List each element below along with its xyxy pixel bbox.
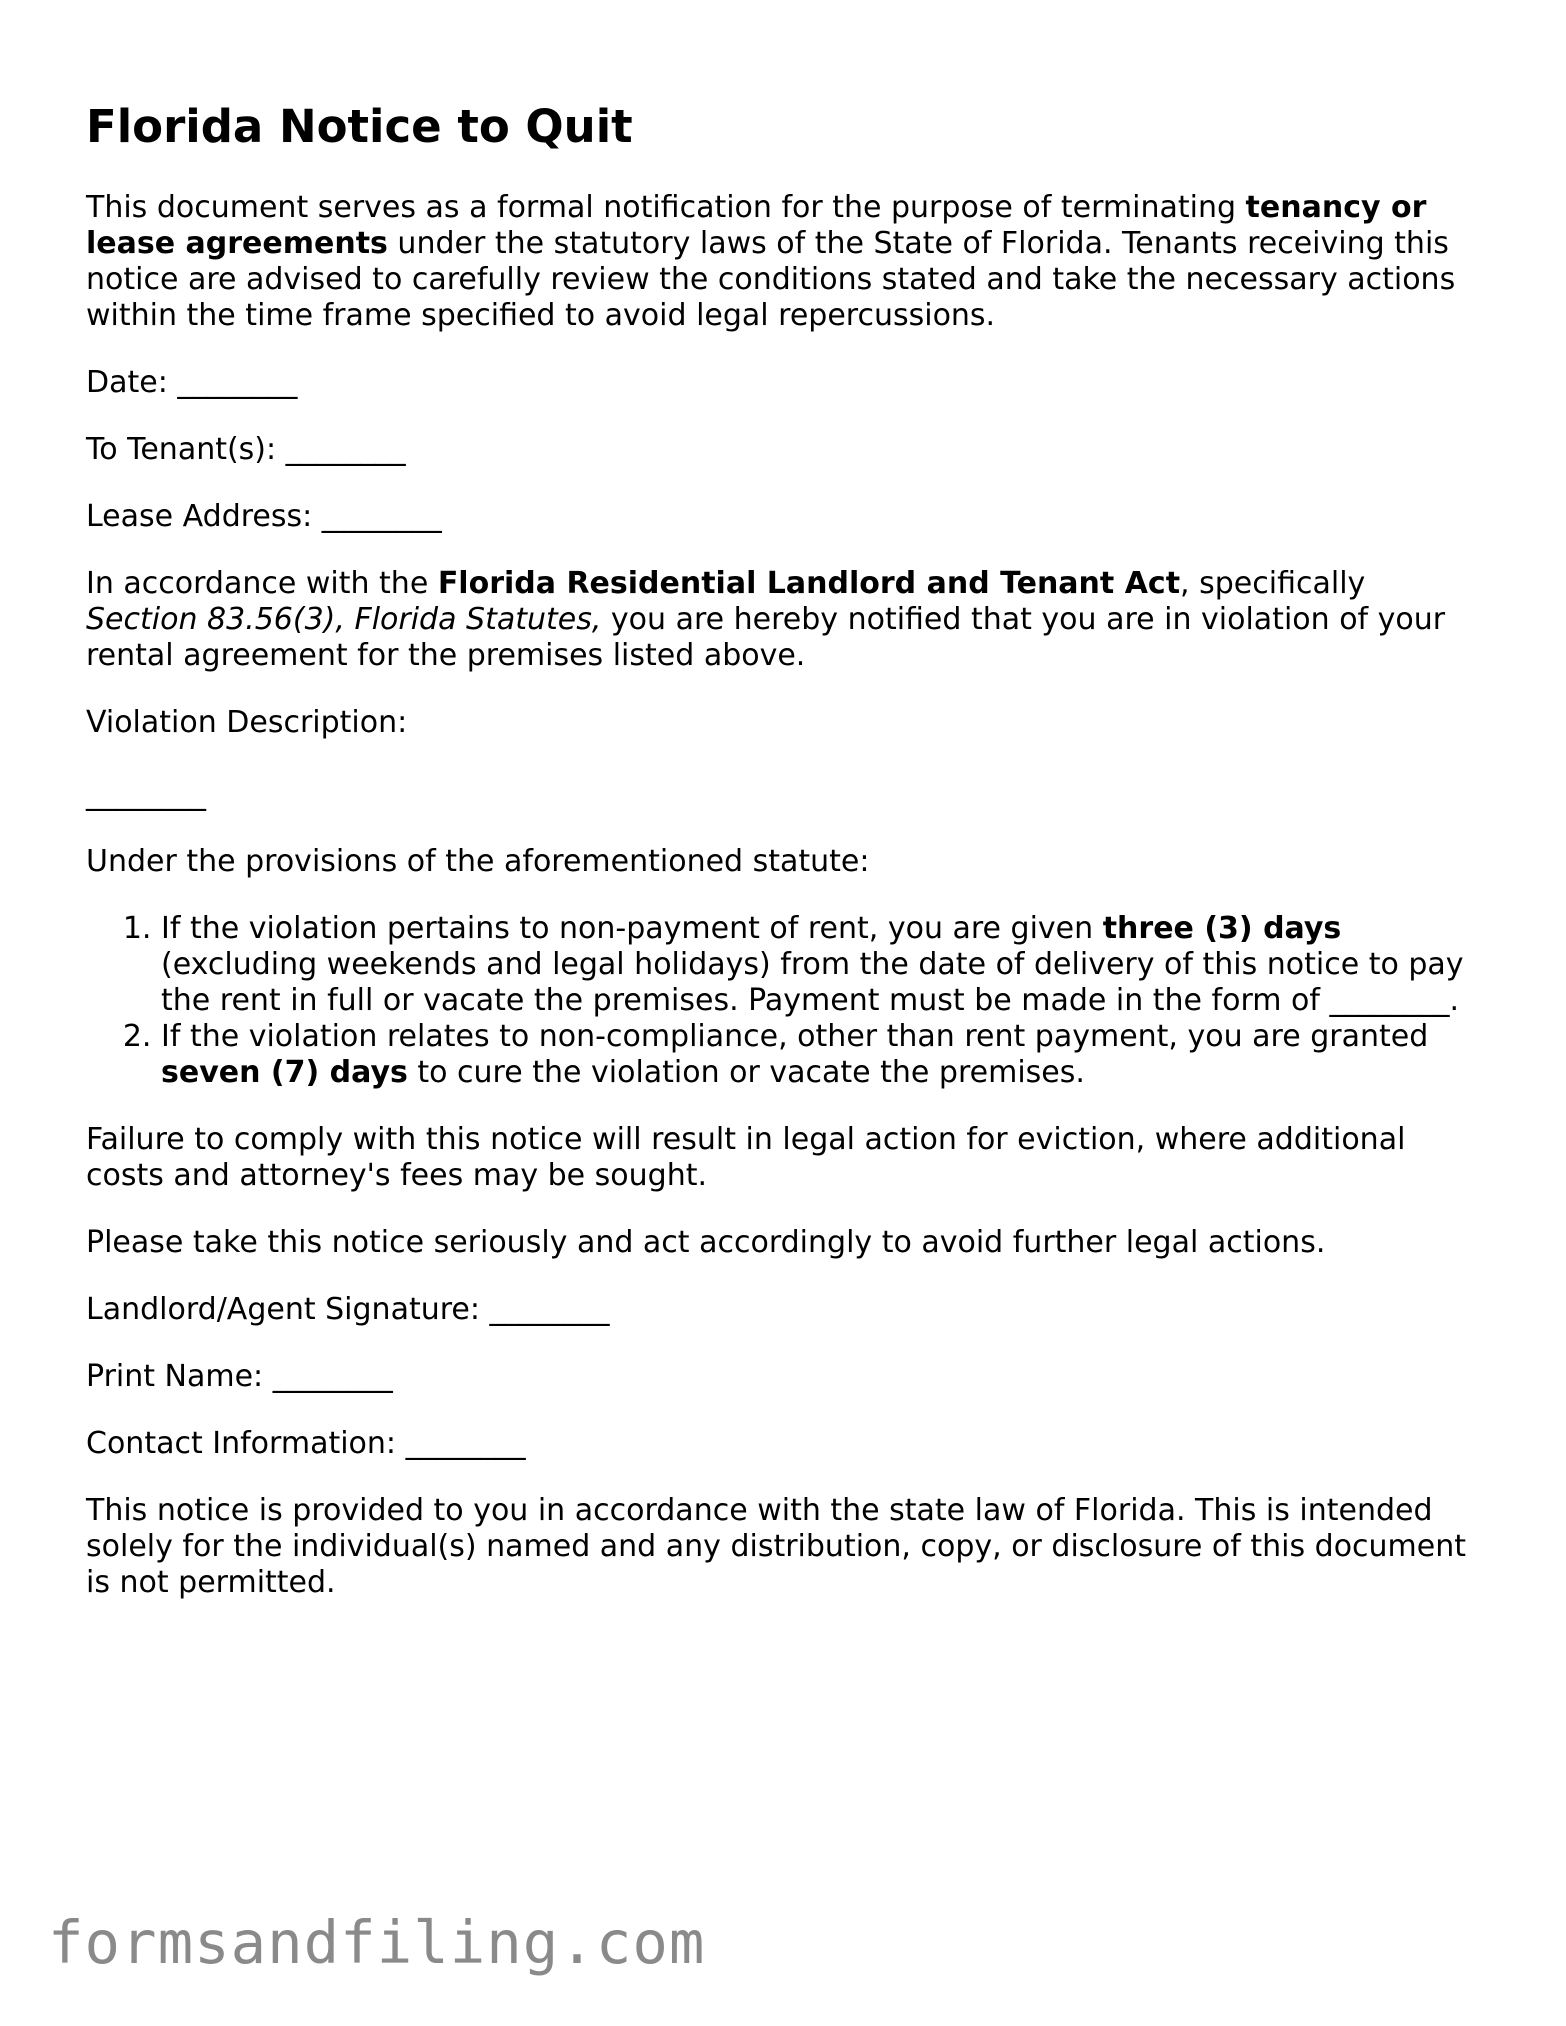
- provision-item: [161, 1019, 1486, 1091]
- signature-label: Landlord/Agent Signature:: [86, 1292, 480, 1327]
- date-blank: ________: [177, 365, 298, 400]
- print-name-blank: ________: [272, 1359, 393, 1394]
- provision-1-text-1: If the violation pertains to non-payment of rent, you are given: [161, 911, 1103, 946]
- violation-label: Violation Description:: [86, 705, 408, 740]
- provision-2-text-2: to cure the violation or vacate the premises.: [407, 1055, 1085, 1090]
- please-paragraph: Please take this notice seriously and act accordingly to avoid further legal actions.: [86, 1225, 1326, 1260]
- tenant-blank: ________: [285, 432, 406, 467]
- provisions-list: [86, 911, 1486, 1091]
- provision-2-bold: seven (7) days: [161, 1055, 408, 1090]
- provision-1-text-3: .: [1449, 983, 1460, 1018]
- provision-item: [161, 911, 1486, 1019]
- watermark: formsandfiling.com: [48, 1908, 706, 1977]
- violation-blank: ________: [86, 777, 206, 812]
- contact-blank: ________: [405, 1426, 526, 1461]
- document-title: Florida Notice to Quit: [86, 100, 633, 153]
- address-field: [86, 499, 1486, 535]
- accordance-text-3: you are hereby notified that you are in violation of your rental agreement for the premises listed above.: [86, 602, 1446, 673]
- statute-citation: Section 83.56(3), Florida Statutes,: [86, 602, 602, 637]
- provision-1-bold: three (3) days: [1102, 911, 1342, 946]
- address-label: Lease Address:: [86, 499, 313, 534]
- print-name-field: [86, 1359, 1486, 1395]
- intro-text-2: under the statutory laws of the State of Florida. Tenants receiving this notice are advised to carefully review the conditions stated and take the necessary actions within the time frame specified to avoid legal repercussions.: [86, 226, 1456, 333]
- print-name-label: Print Name:: [86, 1359, 264, 1394]
- accordance-text-1: In accordance with the: [86, 566, 438, 601]
- closing-paragraph: This notice is provided to you in accordance with the state law of Florida. This is intended solely for the individual(s) named and any distribution, copy, or disclosure of this document is not permitted.: [86, 1493, 1467, 1600]
- provisions-intro: Under the provisions of the aforementioned statute:: [86, 844, 870, 879]
- tenant-label: To Tenant(s):: [86, 432, 277, 467]
- provision-2-text-1: If the violation relates to non-compliance, other than rent payment, you are granted: [161, 1019, 1429, 1054]
- address-blank: ________: [321, 499, 442, 534]
- accordance-text-2: , specifically: [1180, 566, 1366, 601]
- intro-bold-text: tenancy or lease agreements: [86, 190, 1427, 261]
- accordance-paragraph: [86, 566, 1486, 674]
- tenant-field: [86, 432, 1486, 468]
- contact-label: Contact Information:: [86, 1426, 397, 1461]
- act-name: Florida Residential Landlord and Tenant Act: [437, 566, 1181, 601]
- date-label: Date:: [86, 365, 168, 400]
- date-field: [86, 365, 1486, 401]
- document-page: [86, 100, 1486, 1632]
- failure-paragraph: Failure to comply with this notice will result in legal action for eviction, where additional costs and attorney's fees may be sought.: [86, 1122, 1406, 1193]
- payment-form-blank: ________: [1329, 983, 1450, 1018]
- signature-field: [86, 1292, 1486, 1328]
- intro-text-1: This document serves as a formal notification for the purpose of terminating: [86, 190, 1246, 225]
- contact-field: [86, 1426, 1486, 1462]
- signature-blank: ________: [489, 1292, 610, 1327]
- intro-paragraph: [86, 190, 1486, 334]
- provision-1-text-2: (excluding weekends and legal holidays) from the date of delivery of this notice to pay the rent in full or vacate the premises. Payment must be made in the form of: [161, 947, 1464, 1018]
